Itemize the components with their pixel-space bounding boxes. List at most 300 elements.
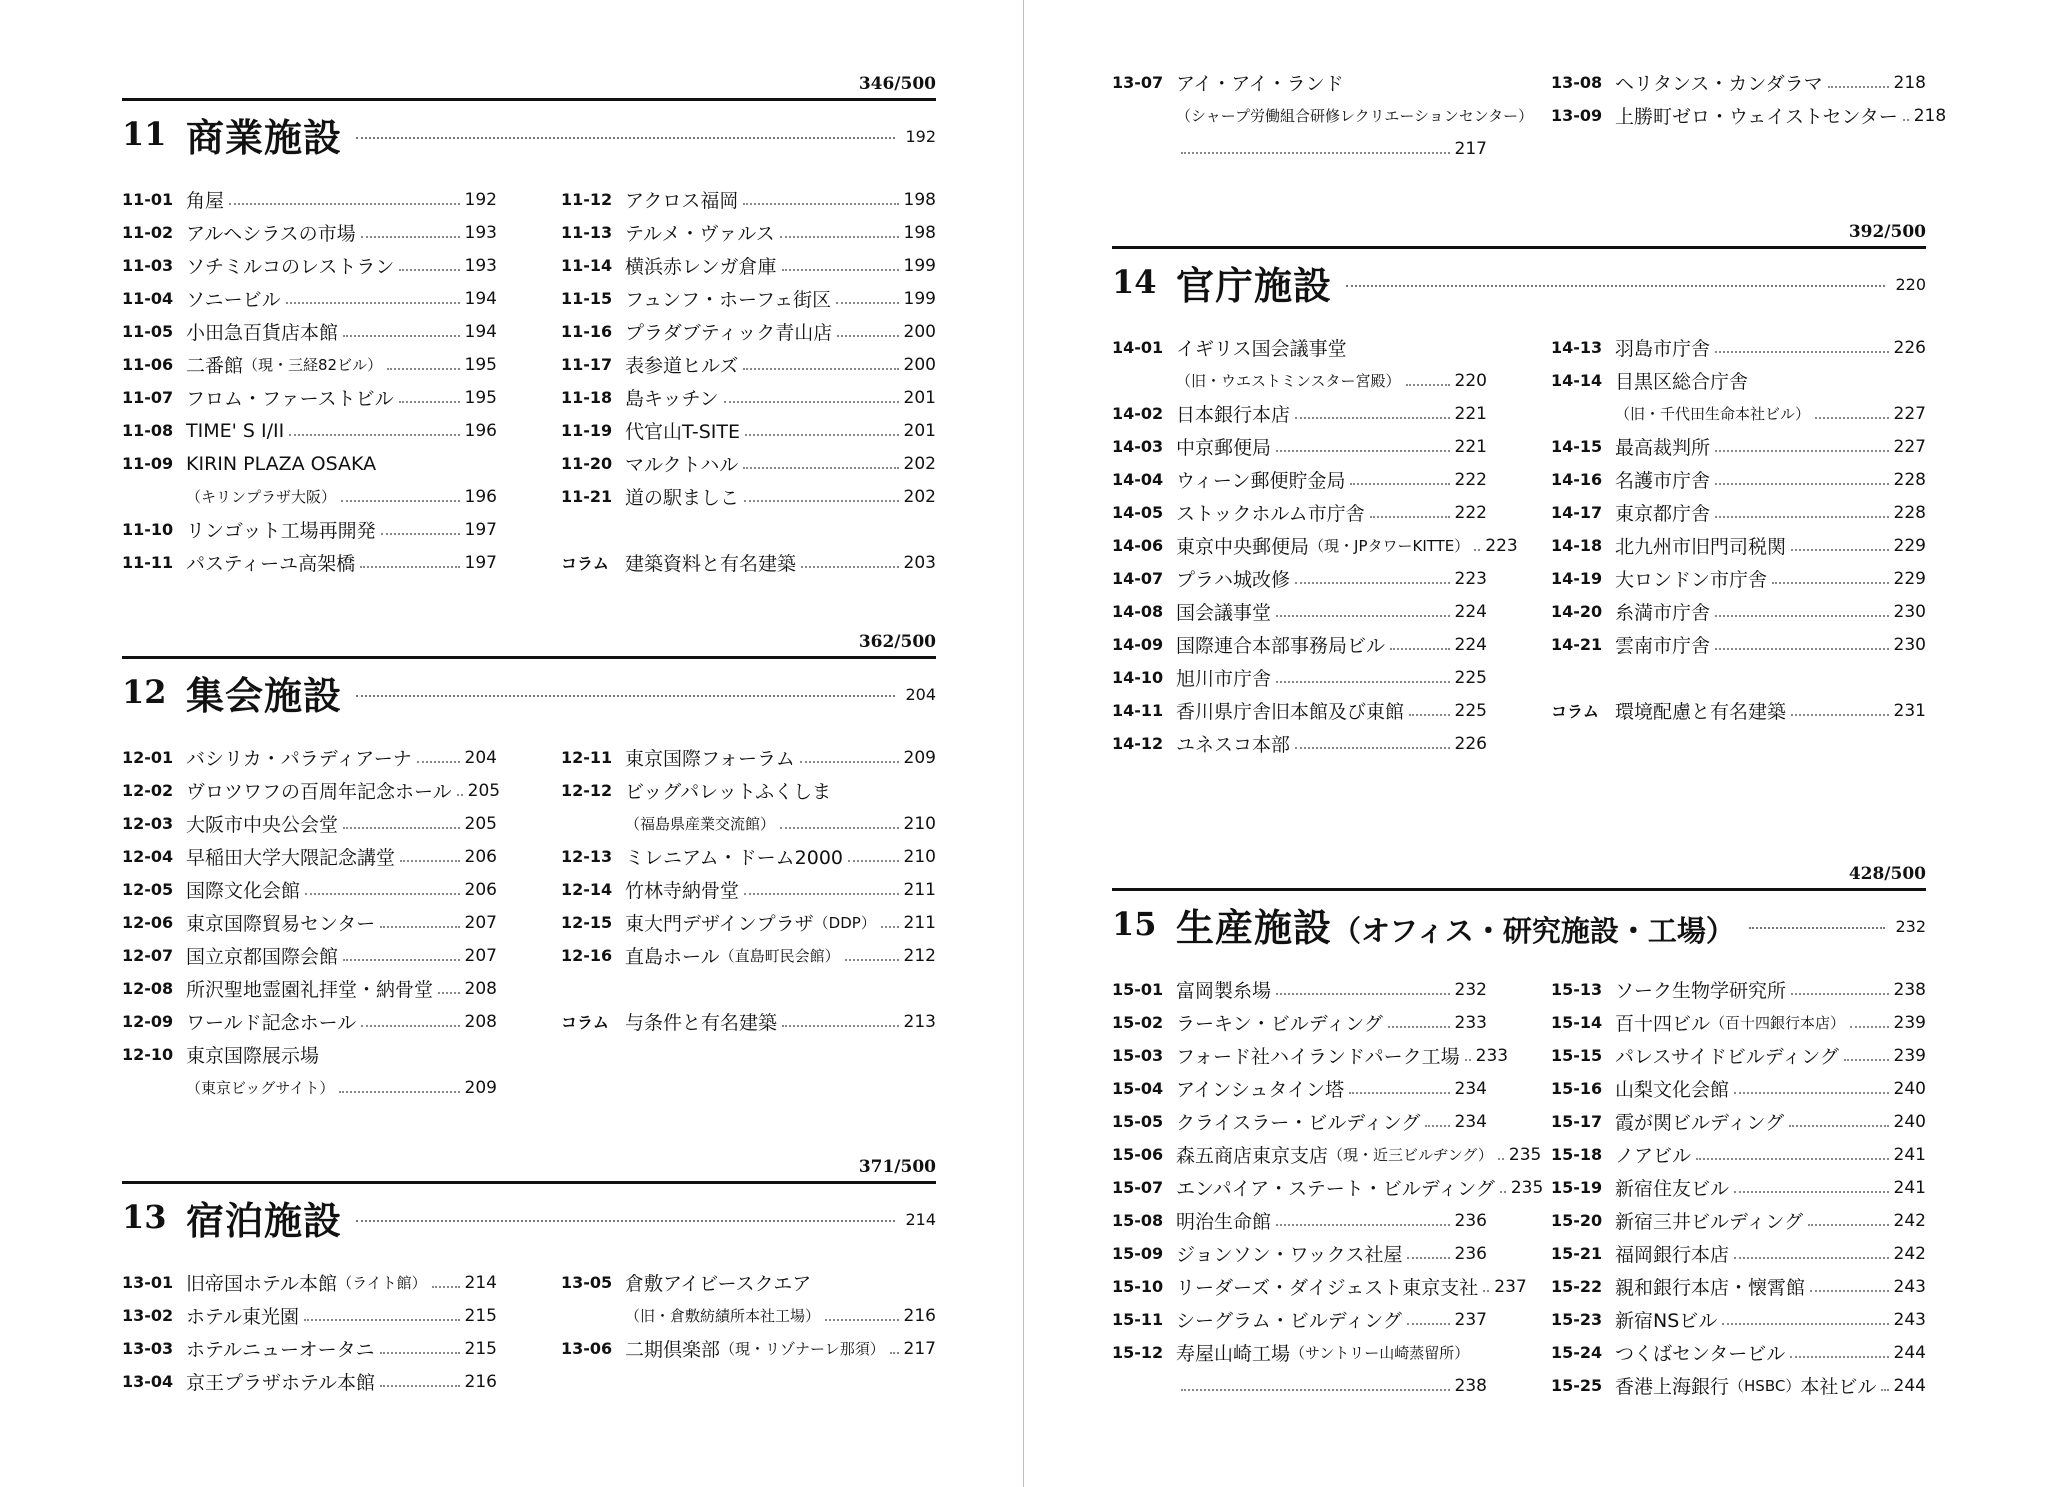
toc-entry[interactable] — [122, 1266, 497, 1299]
entry-code: 11-11 — [122, 553, 174, 572]
toc-entry[interactable] — [1551, 973, 1926, 1006]
entry-name: 小田急百貨店本館 — [186, 322, 339, 344]
entry-code: 14-12 — [1112, 734, 1164, 753]
entry-page: 239 — [1893, 1012, 1926, 1033]
section-page: 204 — [905, 684, 936, 704]
toc-entry[interactable] — [1112, 1171, 1544, 1204]
section-heading — [122, 101, 936, 167]
entry-name: 親和銀行本店・懐霄館 — [1615, 1277, 1806, 1299]
entry-page: 237 — [1454, 1309, 1487, 1330]
toc-entry[interactable] — [1112, 331, 1487, 364]
toc-entry[interactable] — [1551, 628, 1926, 661]
toc-entry[interactable] — [122, 741, 497, 774]
toc-entry[interactable] — [122, 381, 497, 414]
entry-name: 旭川市庁舎 — [1176, 668, 1272, 690]
toc-entry[interactable] — [1112, 1303, 1487, 1336]
entry-page: 237 — [1494, 1276, 1527, 1297]
entry-name: プラハ城改修 — [1176, 569, 1291, 591]
toc-entry[interactable] — [1112, 1237, 1487, 1270]
entry-code: 11-19 — [561, 421, 613, 440]
toc-entry-continuation — [1112, 99, 1534, 132]
entry-page: 202 — [903, 453, 936, 474]
toc-entry[interactable] — [561, 1332, 936, 1365]
toc-entry[interactable] — [1551, 1270, 1926, 1303]
toc-entry[interactable] — [1112, 496, 1487, 529]
toc-list-right — [1551, 973, 1926, 1402]
entry-name: ソチミルコのレストラン — [186, 256, 395, 278]
entry-page: 220 — [1454, 370, 1487, 391]
entry-name: リーダーズ・ダイジェスト東京支社 — [1176, 1277, 1479, 1299]
entry-name: 横浜赤レンガ倉庫 — [625, 256, 777, 278]
entry-page: 194 — [464, 288, 497, 309]
entry-code: 15-11 — [1112, 1310, 1164, 1329]
entry-name: ホテルニューオータニ — [186, 1339, 375, 1361]
entry-code: 11-04 — [122, 289, 174, 308]
entry-name: 糸満市庁舎 — [1615, 602, 1711, 624]
entry-name: パスティーユ高架橋 — [186, 553, 356, 575]
entry-note: （東京ビッグサイト） — [186, 1079, 335, 1097]
entry-code: 11-06 — [122, 355, 174, 374]
entry-code: 13-07 — [1112, 73, 1164, 92]
toc-list-right — [561, 183, 936, 579]
entry-name: 所沢聖地霊園礼拝堂・納骨堂 — [186, 979, 434, 1001]
entry-name: 富岡製糸場 — [1176, 980, 1272, 1002]
entry-name: 代官山T-SITE — [625, 421, 740, 443]
entry-page: 236 — [1454, 1210, 1487, 1231]
toc-entry[interactable] — [1551, 1336, 1926, 1369]
entry-note: （直島町民会館） — [719, 947, 840, 965]
entry-note: （サントリー山崎蒸留所） — [1290, 1344, 1470, 1362]
toc-entry[interactable] — [561, 480, 936, 513]
toc-entry[interactable] — [561, 414, 936, 447]
toc-entry[interactable] — [1112, 628, 1487, 661]
entry-page: 198 — [903, 222, 936, 243]
toc-entry[interactable] — [1551, 1006, 1926, 1039]
entry-code: 12-09 — [122, 1012, 174, 1031]
entry-name: マルクトハル — [625, 454, 739, 476]
entry-note: （現・近三ビルヂング） — [1328, 1146, 1493, 1164]
section-number: 11 — [122, 115, 167, 153]
toc-entry[interactable] — [1112, 397, 1487, 430]
entry-name: フロム・ファーストビル — [186, 388, 394, 410]
entry-name: ユネスコ本部 — [1176, 734, 1291, 756]
section-subtitle: （オフィス・研究施設・工場） — [1332, 913, 1735, 948]
toc-entry[interactable] — [1112, 1105, 1487, 1138]
section-15 — [1112, 864, 1926, 1402]
toc-entry[interactable] — [1551, 1204, 1926, 1237]
entry-code: 15-25 — [1551, 1376, 1603, 1395]
entry-code: 15-02 — [1112, 1013, 1164, 1032]
toc-entry[interactable] — [122, 939, 497, 972]
toc-entry-continuation — [1112, 364, 1487, 397]
entry-code: 11-15 — [561, 289, 613, 308]
toc-entry[interactable] — [561, 741, 936, 774]
toc-entry[interactable] — [1551, 331, 1926, 364]
entry-name: 目黒区総合庁舎 — [1615, 371, 1749, 393]
toc-entry[interactable] — [122, 183, 497, 216]
entry-code: 14-13 — [1551, 338, 1603, 357]
entry-code: 11-08 — [122, 421, 174, 440]
toc-entry[interactable] — [561, 447, 936, 480]
entry-code: 15-04 — [1112, 1079, 1164, 1098]
entry-name: 北九州市旧門司税関 — [1615, 536, 1787, 558]
entry-note: （旧・千代田生命本社ビル） — [1615, 405, 1811, 423]
toc-entry[interactable] — [1551, 1105, 1926, 1138]
entry-name: テルメ・ヴァルス — [625, 223, 775, 245]
entry-name: プラダブティック青山店 — [625, 322, 833, 344]
entry-page: 221 — [1454, 436, 1487, 457]
entry-code: 11-18 — [561, 388, 613, 407]
entry-code: 13-01 — [122, 1273, 174, 1292]
entry-code: 14-20 — [1551, 602, 1603, 621]
entry-code: 15-15 — [1551, 1046, 1603, 1065]
entry-code: 14-04 — [1112, 470, 1164, 489]
toc-entry[interactable] — [122, 1038, 497, 1071]
entry-page: 211 — [903, 912, 936, 933]
entry-page: 217 — [1454, 138, 1487, 159]
entry-code: 14-21 — [1551, 635, 1603, 654]
toc-entry[interactable] — [1112, 1204, 1487, 1237]
toc-entry[interactable] — [561, 183, 936, 216]
toc-column-entry[interactable] — [561, 1005, 936, 1038]
toc-entry[interactable] — [1112, 562, 1487, 595]
entry-name: 環境配慮と有名建築 — [1615, 701, 1787, 723]
entry-code: 12-11 — [561, 748, 613, 767]
entry-page: 204 — [464, 747, 497, 768]
toc-list-right — [1551, 66, 1947, 165]
entry-code: 15-01 — [1112, 980, 1164, 999]
entry-code: 14-07 — [1112, 569, 1164, 588]
entry-page: 235 — [1510, 1177, 1544, 1198]
entry-name: 大ロンドン市庁舎 — [1615, 569, 1768, 591]
toc-entry[interactable] — [1112, 1006, 1487, 1039]
entry-name: 倉敷アイビースクエア — [625, 1273, 812, 1295]
entry-code: 12-05 — [122, 880, 174, 899]
entry-name: 百十四ビル — [1615, 1013, 1711, 1035]
toc-entry[interactable] — [1112, 1039, 1509, 1072]
toc-entry[interactable] — [122, 315, 497, 348]
toc-entry[interactable] — [561, 282, 936, 315]
entry-page: 196 — [464, 420, 497, 441]
toc-entry[interactable] — [561, 315, 936, 348]
toc-entry[interactable] — [122, 1005, 497, 1038]
toc-entry[interactable] — [122, 348, 497, 381]
entry-name: 京王プラザホテル本館 — [186, 1372, 376, 1394]
entry-page: 226 — [1454, 733, 1487, 754]
entry-name: 旧帝国ホテル本館 — [186, 1273, 338, 1295]
entry-name: 東京国際展示場 — [186, 1045, 320, 1067]
toc-entry[interactable] — [1112, 1336, 1487, 1369]
entry-page: 218 — [1913, 105, 1947, 126]
section-title: 生産施設（オフィス・研究施設・工場） — [1176, 904, 1735, 950]
toc-entry[interactable] — [1112, 1138, 1542, 1171]
entry-page: 205 — [467, 780, 501, 801]
entry-page: 209 — [903, 747, 936, 768]
entry-name: フォード社ハイランドパーク工場 — [1176, 1046, 1460, 1068]
entry-page: 242 — [1893, 1243, 1926, 1264]
entry-name: 二期倶楽部 — [625, 1339, 721, 1361]
toc-entry[interactable] — [1551, 1039, 1926, 1072]
entry-page: 210 — [903, 813, 936, 834]
toc-entry[interactable] — [122, 282, 497, 315]
entry-code: 12-04 — [122, 847, 174, 866]
toc-entry[interactable] — [1551, 364, 1926, 397]
entry-code: 15-20 — [1551, 1211, 1603, 1230]
entry-page: 225 — [1454, 667, 1487, 688]
entry-page: 240 — [1893, 1078, 1926, 1099]
entry-page: 213 — [903, 1011, 936, 1032]
entry-name: シーグラム・ビルディング — [1176, 1310, 1402, 1332]
entry-name: 直島ホール — [625, 946, 720, 968]
entry-code: 11-21 — [561, 487, 613, 506]
section-title: 集会施設 — [186, 672, 343, 718]
toc-list-right — [561, 1266, 936, 1398]
section-heading — [122, 659, 936, 725]
progress-counter: 371/500 — [858, 1157, 936, 1177]
entry-name: 中京郵便局 — [1176, 437, 1272, 459]
entry-page: 224 — [1454, 634, 1487, 655]
toc-list-left — [1112, 331, 1518, 760]
entry-name: イギリス国会議事堂 — [1176, 338, 1347, 360]
toc-list-left — [122, 183, 497, 579]
entry-name: アルヘシラスの市場 — [186, 223, 356, 245]
entry-page: 223 — [1485, 535, 1518, 556]
entry-note: （ライト館） — [337, 1274, 427, 1292]
toc-entry[interactable] — [1551, 1303, 1926, 1336]
entry-page: 197 — [464, 552, 497, 573]
entry-code: コラム — [561, 554, 609, 573]
entry-name: ラーキン・ビルディング — [1176, 1013, 1383, 1035]
entry-code: 12-06 — [122, 913, 174, 932]
entry-code: 12-15 — [561, 913, 613, 932]
entry-code: 12-07 — [122, 946, 174, 965]
toc-entry[interactable] — [122, 840, 497, 873]
toc-entry[interactable] — [561, 873, 936, 906]
toc-entry[interactable] — [1551, 529, 1926, 562]
entry-name: 雲南市庁舎 — [1615, 635, 1711, 657]
entry-page: 241 — [1893, 1177, 1926, 1198]
entry-name: フュンフ・ホーフェ街区 — [625, 289, 832, 311]
entry-page: 236 — [1454, 1243, 1487, 1264]
toc-entry[interactable] — [1112, 463, 1487, 496]
toc-entry[interactable] — [1551, 1138, 1926, 1171]
entry-page: 240 — [1893, 1111, 1926, 1132]
section-title: 官庁施設 — [1176, 262, 1333, 308]
toc-entry[interactable] — [122, 447, 497, 480]
toc-entry[interactable] — [561, 216, 936, 249]
entry-code: 12-16 — [561, 946, 613, 965]
toc-entry[interactable] — [1551, 1237, 1926, 1270]
entry-code: 13-03 — [122, 1339, 174, 1358]
toc-entry[interactable] — [1551, 562, 1926, 595]
toc-column-entry[interactable] — [561, 546, 936, 579]
entry-code: 12-13 — [561, 847, 613, 866]
toc-entry-continuation — [561, 807, 936, 840]
toc-entry[interactable] — [1551, 66, 1926, 99]
toc-entry[interactable] — [1551, 430, 1926, 463]
toc-entry[interactable] — [561, 348, 936, 381]
entry-name: 香川県庁舎旧本館及び東館 — [1176, 701, 1405, 723]
entry-name: 竹林寺納骨堂 — [625, 880, 740, 902]
entry-note: （旧・ウエストミンスター宮殿） — [1176, 372, 1401, 390]
toc-entry[interactable] — [561, 1266, 936, 1299]
toc-entry[interactable] — [1112, 973, 1487, 1006]
entry-code: 14-05 — [1112, 503, 1164, 522]
entry-name-suffix: 本社ビル — [1800, 1376, 1877, 1398]
entry-code: 13-06 — [561, 1339, 613, 1358]
entry-name: つくばセンタービル — [1615, 1343, 1786, 1365]
toc-entry[interactable] — [1112, 1270, 1527, 1303]
toc-entry[interactable] — [561, 840, 936, 873]
entry-code: 11-09 — [122, 454, 174, 473]
toc-entry[interactable] — [1551, 1072, 1926, 1105]
toc-entry[interactable] — [1112, 595, 1487, 628]
entry-page: 198 — [903, 189, 936, 210]
entry-code: 15-07 — [1112, 1178, 1164, 1197]
entry-page: 209 — [464, 1077, 497, 1098]
toc-entry[interactable] — [122, 216, 497, 249]
toc-entry[interactable] — [122, 249, 497, 282]
entry-name: ミレニアム・ドーム2000 — [625, 847, 844, 869]
toc-entry[interactable] — [1112, 430, 1487, 463]
entry-page: 201 — [903, 420, 936, 441]
entry-code: 15-14 — [1551, 1013, 1603, 1032]
toc-entry[interactable] — [1551, 99, 1947, 132]
entry-page: 244 — [1893, 1342, 1926, 1363]
entry-code: 12-02 — [122, 781, 174, 800]
entry-name: 東京国際貿易センター — [186, 913, 376, 935]
section-14 — [1112, 222, 1926, 760]
entry-name: 東京都庁舎 — [1615, 503, 1711, 525]
entry-page: 228 — [1893, 502, 1926, 523]
toc-list-left — [1112, 973, 1544, 1402]
entry-page: 217 — [903, 1338, 936, 1359]
toc-list-left — [122, 1266, 497, 1398]
toc-list-right — [561, 741, 936, 1104]
entry-page: 218 — [1893, 72, 1926, 93]
entry-code: 14-11 — [1112, 701, 1164, 720]
section-13-continued — [1112, 66, 1947, 165]
entry-page: 226 — [1893, 337, 1926, 358]
entry-page: 221 — [1454, 403, 1487, 424]
entry-page: 223 — [1454, 568, 1487, 589]
toc-entry[interactable] — [1551, 1171, 1926, 1204]
entry-name: 島キッチン — [625, 388, 719, 410]
entry-page: 208 — [464, 1011, 497, 1032]
toc-entry[interactable] — [122, 546, 497, 579]
entry-code: 14-15 — [1551, 437, 1603, 456]
entry-name: ソーク生物学研究所 — [1615, 980, 1787, 1002]
entry-page: 234 — [1454, 1111, 1487, 1132]
entry-code: 14-03 — [1112, 437, 1164, 456]
toc-entry[interactable] — [1112, 694, 1487, 727]
entry-code: 14-14 — [1551, 371, 1603, 390]
entry-code: 12-12 — [561, 781, 613, 800]
entry-page: 192 — [464, 189, 497, 210]
toc-column-entry[interactable] — [1551, 694, 1926, 727]
toc-entry[interactable] — [1551, 1369, 1926, 1402]
entry-name: リンゴット工場再開発 — [186, 520, 376, 542]
entry-name: 早稲田大学大隈記念講堂 — [186, 847, 396, 869]
toc-entry[interactable] — [122, 807, 497, 840]
toc-entry[interactable] — [122, 1365, 497, 1398]
entry-name: 東京中央郵便局 — [1176, 536, 1310, 558]
entry-code: 14-01 — [1112, 338, 1164, 357]
entry-page: 202 — [903, 486, 936, 507]
toc-entry[interactable] — [1551, 463, 1926, 496]
entry-note: （HSBC） — [1729, 1377, 1801, 1395]
entry-page: 207 — [464, 912, 497, 933]
toc-entry[interactable] — [122, 1299, 497, 1332]
toc-entry[interactable] — [122, 513, 497, 546]
toc-entry[interactable] — [122, 873, 497, 906]
toc-entry[interactable] — [122, 906, 497, 939]
entry-page: 216 — [903, 1305, 936, 1326]
toc-entry[interactable] — [561, 906, 936, 939]
entry-name: 東大門デザインプラザ — [625, 913, 814, 935]
toc-entry[interactable] — [1551, 595, 1926, 628]
toc-entry[interactable] — [561, 774, 936, 807]
entry-code: 15-13 — [1551, 980, 1603, 999]
entry-code: 11-07 — [122, 388, 174, 407]
entry-page: 222 — [1454, 469, 1487, 490]
entry-code: 15-24 — [1551, 1343, 1603, 1362]
toc-entry[interactable] — [122, 972, 497, 1005]
entry-name: 東京国際フォーラム — [625, 748, 795, 770]
entry-code: 15-22 — [1551, 1277, 1603, 1296]
section-title: 商業施設 — [186, 114, 343, 160]
toc-list-left — [122, 741, 501, 1104]
entry-code: 14-09 — [1112, 635, 1164, 654]
section-number: 12 — [122, 673, 167, 711]
toc-entry[interactable] — [122, 414, 497, 447]
section-heading — [1112, 891, 1926, 957]
entry-code: 14-02 — [1112, 404, 1164, 423]
entry-code: 11-10 — [122, 520, 174, 539]
entry-code: 11-12 — [561, 190, 613, 209]
entry-code: 15-03 — [1112, 1046, 1164, 1065]
toc-entry[interactable] — [1112, 529, 1518, 562]
section-number: 15 — [1112, 905, 1157, 943]
entry-name: KIRIN PLAZA OSAKA — [186, 452, 377, 475]
entry-name: 山梨文化会館 — [1615, 1079, 1730, 1101]
entry-page: 200 — [903, 354, 936, 375]
entry-page: 225 — [1454, 700, 1487, 721]
toc-entry[interactable] — [122, 774, 501, 807]
entry-name: 表参道ヒルズ — [625, 355, 739, 377]
entry-page: 212 — [903, 945, 936, 966]
toc-entry[interactable] — [1112, 727, 1487, 760]
toc-entry[interactable] — [561, 249, 936, 282]
toc-entry[interactable] — [122, 1332, 497, 1365]
toc-entry[interactable] — [561, 939, 936, 972]
entry-name: 香港上海銀行 — [1615, 1376, 1730, 1398]
entry-page: 222 — [1454, 502, 1487, 523]
entry-code: 14-16 — [1551, 470, 1603, 489]
entry-code: 15-23 — [1551, 1310, 1603, 1329]
entry-page: 235 — [1508, 1144, 1542, 1165]
toc-entry[interactable] — [1112, 66, 1487, 99]
toc-entry[interactable] — [561, 381, 936, 414]
toc-entry-continuation — [1551, 397, 1926, 430]
toc-entry[interactable] — [1112, 661, 1487, 694]
toc-entry[interactable] — [1551, 496, 1926, 529]
entry-page: 195 — [464, 387, 497, 408]
entry-name: 道の駅ましこ — [625, 487, 740, 509]
entry-code: 11-02 — [122, 223, 174, 242]
entry-page: 238 — [1893, 979, 1926, 1000]
toc-entry[interactable] — [1112, 1072, 1487, 1105]
